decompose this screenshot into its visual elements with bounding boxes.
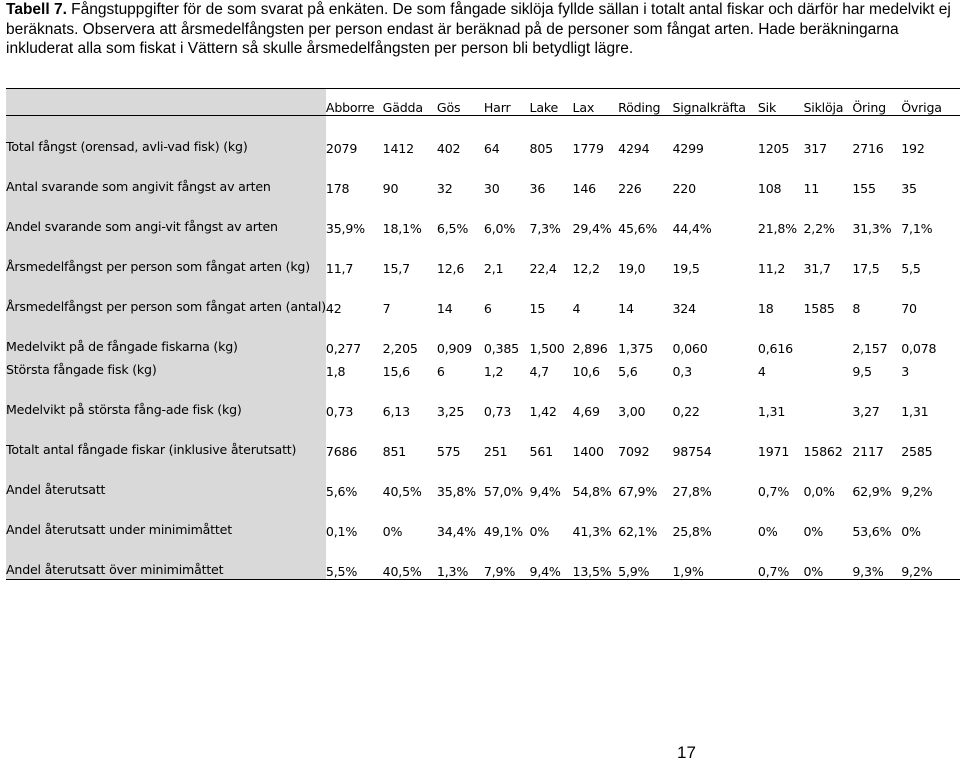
table-cell: 14 bbox=[618, 301, 634, 316]
table-cell: 5,9% bbox=[618, 539, 672, 580]
table-cell: 0% bbox=[757, 524, 778, 539]
page-number: 17 bbox=[677, 743, 696, 762]
table-cell: 35,9% bbox=[325, 221, 365, 236]
row-label: Andel återutsatt bbox=[6, 459, 326, 499]
table-cell: 226 bbox=[618, 181, 642, 196]
col-header: Övriga bbox=[901, 89, 960, 116]
table-cell: 9,4% bbox=[529, 484, 561, 499]
caption-text: Fångstuppgifter för de som svarat på enkäten. De som fångade siklöja fyllde sällan i totalt antal fiskar och därför har medelvikt ej beräknats. Observera att årsmedelfångsten per person endast är beräknad på de personer som fångat arten. Hade beräkningarna inkluderat alla som fiskat i Vättern så skulle årsmedelfångsten per person bli betydligt lägre. bbox=[6, 1, 951, 58]
table-cell: 31,3% bbox=[852, 221, 892, 236]
table-cell: 6,5% bbox=[436, 221, 469, 236]
table-cell: 0% bbox=[901, 524, 921, 539]
table-row bbox=[6, 459, 960, 499]
table-row bbox=[6, 236, 960, 276]
table-cell: 8 bbox=[852, 301, 861, 316]
table-cell: 35 bbox=[901, 181, 917, 196]
table-cell: 0,0% bbox=[803, 484, 835, 499]
table-cell: 54,8% bbox=[572, 484, 612, 499]
row-label: Andel återutsatt över minimimåttet bbox=[6, 539, 326, 580]
table-cell: 19,0 bbox=[618, 261, 646, 276]
table-cell: 1779 bbox=[572, 141, 604, 156]
row-label: Största fångade fisk (kg) bbox=[6, 356, 326, 379]
table-cell: 4 bbox=[572, 301, 581, 316]
table-cell: 4299 bbox=[672, 141, 704, 156]
table-cell: 6 bbox=[483, 301, 492, 316]
table-cell: 15,7 bbox=[382, 261, 410, 276]
table-cell: 1,2 bbox=[483, 364, 504, 379]
table-cell: 5,5 bbox=[901, 261, 921, 276]
table-cell: 1585 bbox=[803, 301, 835, 316]
table-cell: 6,0% bbox=[483, 221, 516, 236]
table-cell: 317 bbox=[803, 141, 827, 156]
table-cell: 12,6 bbox=[436, 261, 465, 276]
col-header: Lax bbox=[573, 89, 619, 116]
table-cell: 7,9% bbox=[484, 539, 530, 580]
table-cell: 34,4% bbox=[436, 524, 476, 539]
table-cell bbox=[803, 316, 852, 356]
table-cell: 11 bbox=[803, 181, 820, 196]
table-row bbox=[6, 116, 960, 157]
table-cell: 1205 bbox=[757, 141, 790, 156]
table-cell: 32 bbox=[436, 181, 453, 196]
table-cell: 1,375 bbox=[618, 341, 654, 356]
col-header: Öring bbox=[852, 89, 901, 116]
table-cell: 2,205 bbox=[382, 341, 418, 356]
table-cell: 21,8% bbox=[757, 221, 797, 236]
table-cell: 35,8% bbox=[436, 484, 476, 499]
table-cell: 575 bbox=[436, 444, 461, 459]
table-cell: 11,2 bbox=[757, 261, 786, 276]
table-cell: 57,0% bbox=[483, 484, 523, 499]
row-label: Totalt antal fångade fiskar (inklusive återutsatt) bbox=[6, 419, 326, 459]
table-cell: 15862 bbox=[803, 444, 843, 459]
table-cell: 108 bbox=[757, 181, 782, 196]
table-cell: 30 bbox=[483, 181, 500, 196]
table-cell: 18 bbox=[757, 301, 774, 316]
table-cell: 9,2% bbox=[901, 539, 960, 580]
table-cell: 1400 bbox=[572, 444, 604, 459]
table-cell: 6,13 bbox=[382, 404, 410, 419]
table-cell: 5,6% bbox=[325, 484, 358, 499]
table-cell: 12,2 bbox=[572, 261, 600, 276]
col-header: Lake bbox=[530, 89, 573, 116]
table-cell: 15,6 bbox=[382, 364, 410, 379]
table-cell: 0,7% bbox=[757, 484, 790, 499]
row-label: Medelvikt på största fång-ade fisk (kg) bbox=[6, 379, 326, 419]
table-cell: 9,4% bbox=[530, 539, 573, 580]
catch-table bbox=[6, 88, 960, 580]
row-label: Medelvikt på de fångade fiskarna (kg) bbox=[6, 316, 326, 356]
table-cell: 146 bbox=[572, 181, 596, 196]
table-cell: 2585 bbox=[901, 444, 933, 459]
table-cell: 1,31 bbox=[901, 404, 929, 419]
table-cell: 851 bbox=[382, 444, 407, 459]
table-cell: 67,9% bbox=[618, 484, 658, 499]
table-cell: 4,69 bbox=[572, 404, 600, 419]
table-cell: 19,5 bbox=[672, 261, 700, 276]
table-row bbox=[6, 379, 960, 419]
table-cell: 0% bbox=[803, 539, 852, 580]
table-cell: 0,73 bbox=[483, 404, 512, 419]
table-cell: 7,1% bbox=[901, 221, 933, 236]
table-cell: 53,6% bbox=[852, 524, 892, 539]
table-cell: 6 bbox=[436, 364, 445, 379]
table-cell: 7686 bbox=[325, 444, 358, 459]
table-cell: 62,9% bbox=[852, 484, 892, 499]
table-cell: 5,6 bbox=[618, 364, 638, 379]
table-cell: 4 bbox=[757, 364, 766, 379]
table-cell: 18,1% bbox=[382, 221, 422, 236]
table-cell: 31,7 bbox=[803, 261, 831, 276]
table-cell: 11,7 bbox=[325, 261, 354, 276]
table-cell: 1412 bbox=[382, 141, 414, 156]
table-cell: 1971 bbox=[757, 444, 790, 459]
table-cell: 1,3% bbox=[437, 539, 484, 580]
table-cell: 0,385 bbox=[483, 341, 519, 356]
table-row bbox=[6, 156, 960, 196]
col-header: Signalkräfta bbox=[672, 89, 757, 116]
row-label: Antal svarande som angivit fångst av arten bbox=[6, 156, 326, 196]
table-cell: 64 bbox=[483, 141, 500, 156]
header-row bbox=[6, 89, 960, 116]
table-cell: 22,4 bbox=[529, 261, 557, 276]
table-cell: 98754 bbox=[672, 444, 712, 459]
table-cell: 3,00 bbox=[618, 404, 646, 419]
col-header: Sik bbox=[758, 89, 804, 116]
table-cell: 561 bbox=[529, 444, 553, 459]
table-cell: 40,5% bbox=[382, 484, 422, 499]
table-row bbox=[6, 276, 960, 316]
table-cell: 0% bbox=[803, 524, 824, 539]
table-caption bbox=[6, 0, 956, 59]
table-cell: 2,157 bbox=[852, 341, 888, 356]
table-cell: 3,25 bbox=[436, 404, 465, 419]
table-cell: 7092 bbox=[618, 444, 650, 459]
table-cell: 0,909 bbox=[436, 341, 472, 356]
table-row bbox=[6, 499, 960, 539]
table-cell: 402 bbox=[436, 141, 461, 156]
table-cell: 1,500 bbox=[529, 341, 565, 356]
table-cell: 3 bbox=[901, 364, 910, 379]
header-corner bbox=[6, 89, 326, 116]
col-header: Abborre bbox=[326, 89, 383, 116]
col-header: Siklöja bbox=[803, 89, 852, 116]
table-cell: 90 bbox=[382, 181, 399, 196]
table-cell: 0,73 bbox=[325, 404, 354, 419]
table-cell: 2,896 bbox=[572, 341, 608, 356]
table-cell: 324 bbox=[672, 301, 696, 316]
table-cell: 178 bbox=[325, 181, 350, 196]
table-cell: 36 bbox=[529, 181, 546, 196]
table-cell: 9,5 bbox=[852, 364, 872, 379]
col-header: Harr bbox=[484, 89, 530, 116]
table-cell: 14 bbox=[436, 301, 453, 316]
table-cell bbox=[803, 356, 852, 379]
table-cell: 4294 bbox=[618, 141, 650, 156]
table-cell: 29,4% bbox=[572, 221, 612, 236]
table-cell: 0,3 bbox=[672, 364, 692, 379]
table-cell bbox=[803, 379, 852, 419]
table-cell: 2,2% bbox=[803, 221, 835, 236]
table-cell: 0% bbox=[382, 524, 403, 539]
col-header: Gädda bbox=[383, 89, 437, 116]
table-cell: 45,6% bbox=[618, 221, 658, 236]
table-cell: 3,27 bbox=[852, 404, 880, 419]
row-label: Årsmedelfångst per person som fångat arten (kg) bbox=[6, 236, 326, 276]
row-label: Andel svarande som angi-vit fångst av arten bbox=[6, 196, 326, 236]
table-cell: 9,3% bbox=[852, 539, 901, 580]
table-cell: 2079 bbox=[325, 141, 358, 156]
table-cell: 9,2% bbox=[901, 484, 933, 499]
table-cell: 0,1% bbox=[325, 524, 358, 539]
table-cell: 1,42 bbox=[529, 404, 557, 419]
table-cell: 13,5% bbox=[573, 539, 619, 580]
table-cell: 0,060 bbox=[672, 341, 708, 356]
table-cell: 62,1% bbox=[618, 524, 658, 539]
table-row bbox=[6, 419, 960, 459]
table-cell: 805 bbox=[529, 141, 553, 156]
table-row bbox=[6, 356, 960, 379]
table-cell: 42 bbox=[325, 301, 342, 316]
table-cell: 7,3% bbox=[529, 221, 561, 236]
table-row bbox=[6, 196, 960, 236]
table-cell: 10,6 bbox=[572, 364, 600, 379]
table-cell: 5,5% bbox=[326, 539, 383, 580]
table-cell: 41,3% bbox=[572, 524, 612, 539]
table-cell: 0,078 bbox=[901, 341, 937, 356]
table-cell: 44,4% bbox=[672, 221, 712, 236]
table-row bbox=[6, 316, 960, 356]
table-cell: 251 bbox=[483, 444, 508, 459]
table-cell: 40,5% bbox=[383, 539, 437, 580]
table-cell: 17,5 bbox=[852, 261, 880, 276]
table-cell: 2716 bbox=[852, 141, 884, 156]
table-cell: 15 bbox=[529, 301, 546, 316]
table-cell: 27,8% bbox=[672, 484, 712, 499]
table-row bbox=[6, 539, 960, 580]
table-cell: 2117 bbox=[852, 444, 884, 459]
table-cell: 0,22 bbox=[672, 404, 700, 419]
table-cell: 70 bbox=[901, 301, 917, 316]
table-cell: 0,616 bbox=[757, 341, 793, 356]
row-label: Andel återutsatt under minimimåttet bbox=[6, 499, 326, 539]
table-cell: 25,8% bbox=[672, 524, 712, 539]
col-header: Röding bbox=[618, 89, 672, 116]
caption-label: Tabell 7. bbox=[6, 1, 67, 18]
row-label: Total fångst (orensad, avli-vad fisk) (kg) bbox=[6, 116, 326, 157]
table-cell: 0% bbox=[529, 524, 550, 539]
col-header: Gös bbox=[437, 89, 484, 116]
table-cell: 2,1 bbox=[483, 261, 504, 276]
table-cell: 0,277 bbox=[325, 341, 361, 356]
table-cell: 0,7% bbox=[758, 539, 804, 580]
table-cell: 155 bbox=[852, 181, 876, 196]
row-label: Årsmedelfångst per person som fångat arten (antal) bbox=[6, 276, 326, 316]
table-cell: 7 bbox=[382, 301, 391, 316]
table-cell: 1,31 bbox=[757, 404, 786, 419]
table-cell: 220 bbox=[672, 181, 696, 196]
table-cell: 49,1% bbox=[483, 524, 523, 539]
table-body bbox=[6, 116, 960, 580]
table-cell: 1,8 bbox=[325, 364, 346, 379]
table-cell: 1,9% bbox=[672, 539, 757, 580]
table-cell: 4,7 bbox=[529, 364, 549, 379]
table-cell: 192 bbox=[901, 141, 925, 156]
